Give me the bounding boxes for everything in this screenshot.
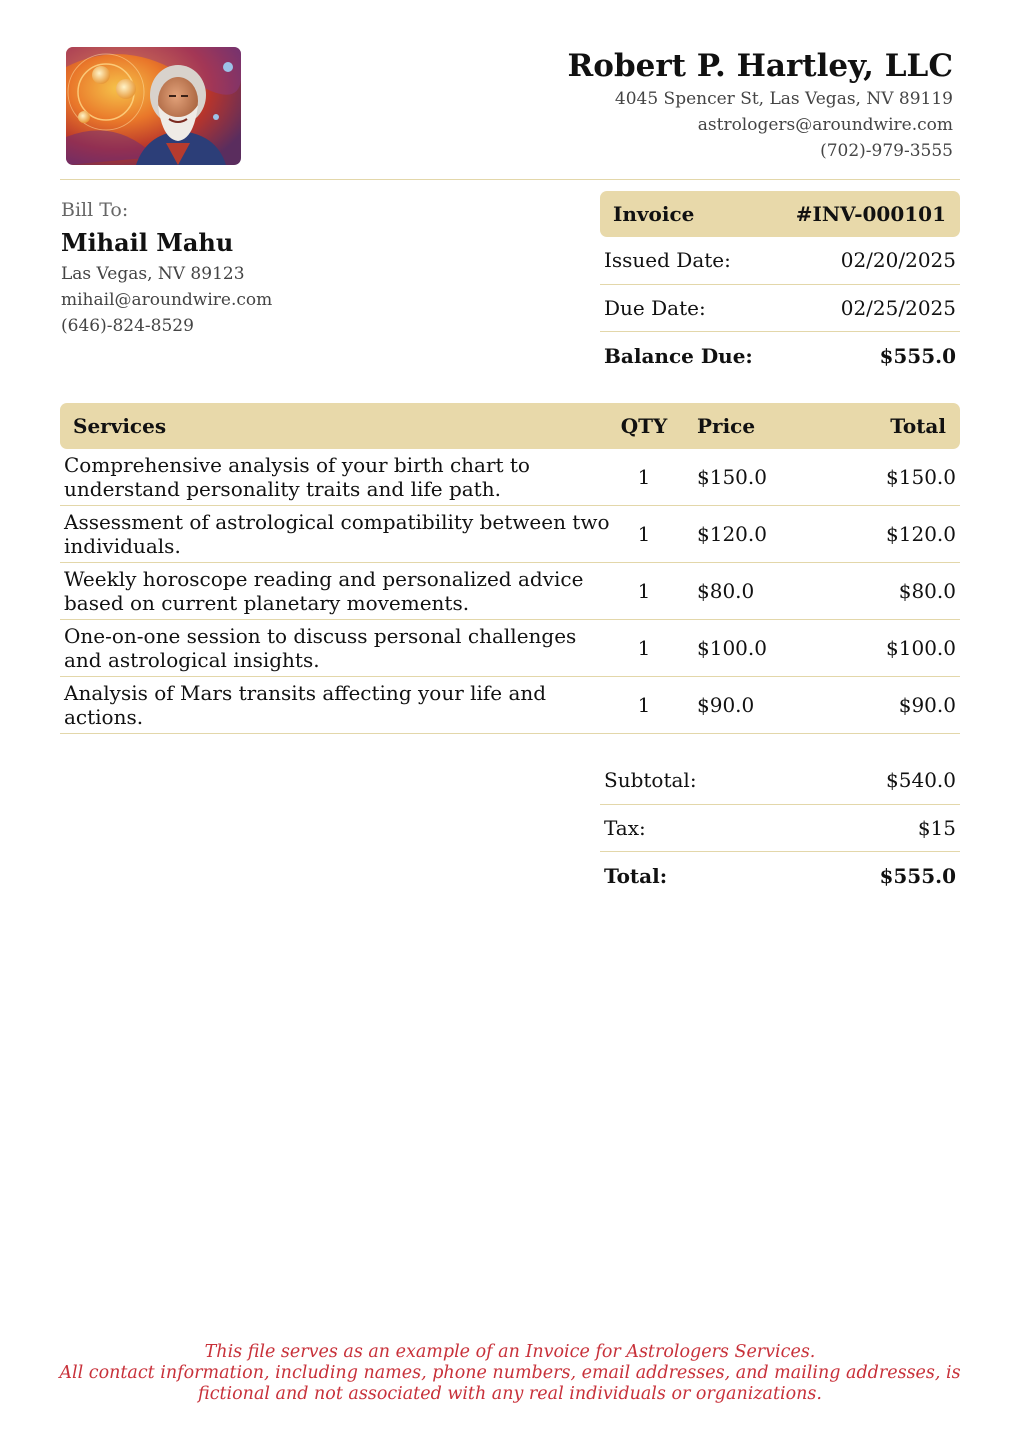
table-row (60, 677, 960, 734)
service-description: Weekly horoscope reading and personalized advice based on current planetary movements. (64, 567, 584, 615)
bill-to-label: Bill To: (61, 199, 129, 221)
table-row (60, 563, 960, 620)
service-price: $90.0 (697, 693, 755, 717)
bill-to-section (61, 196, 272, 339)
astrologer-portrait-logo (66, 47, 241, 165)
service-price: $120.0 (697, 522, 767, 546)
due-date-row (600, 285, 960, 333)
client-phone: (646)-824-8529 (61, 316, 194, 336)
service-total: $100.0 (886, 636, 956, 660)
balance-due-value: $555.0 (879, 343, 956, 368)
invoice-header (600, 191, 960, 237)
services-table (60, 403, 960, 734)
tax-value: $15 (917, 815, 956, 840)
total-row (600, 852, 960, 900)
service-qty: 1 (637, 636, 651, 660)
tax-label: Tax: (604, 815, 646, 840)
table-row (60, 620, 960, 677)
subtotal-label: Subtotal: (604, 768, 697, 793)
table-row (60, 506, 960, 563)
company-email: astrologers@aroundwire.com (697, 115, 953, 135)
client-address: Las Vegas, NV 89123 (61, 264, 245, 284)
services-table-header (60, 403, 960, 449)
service-qty: 1 (637, 693, 651, 717)
service-price: $100.0 (697, 636, 767, 660)
service-description: Assessment of astrological compatibility between two individuals. (64, 510, 610, 558)
header-divider (60, 179, 960, 180)
subtotal-row (600, 757, 960, 805)
service-description: Analysis of Mars transits affecting your life and actions. (64, 681, 547, 729)
company-name: Robert P. Hartley, LLC (567, 48, 953, 84)
service-price: $150.0 (697, 465, 767, 489)
price-column-header: Price (697, 414, 756, 438)
issued-date-row (600, 237, 960, 285)
service-qty: 1 (637, 465, 651, 489)
issued-date-label: Issued Date: (604, 248, 731, 273)
due-date-label: Due Date: (604, 295, 706, 320)
issued-date-value: 02/20/2025 (840, 248, 956, 273)
disclaimer-footer (30, 1342, 990, 1405)
disclaimer-line-1: This file serves as an example of an Invoice for Astrologers Services. (204, 1342, 816, 1362)
subtotal-value: $540.0 (886, 768, 956, 793)
company-phone: (702)-979-3555 (820, 141, 953, 161)
service-total: $80.0 (898, 579, 956, 603)
invoice-summary (600, 191, 960, 380)
balance-due-label: Balance Due: (604, 343, 753, 368)
balance-due-row (600, 332, 960, 380)
service-total: $150.0 (886, 465, 956, 489)
company-info (568, 46, 953, 164)
service-qty: 1 (637, 522, 651, 546)
service-qty: 1 (637, 579, 651, 603)
service-total: $120.0 (886, 522, 956, 546)
totals-section (600, 757, 960, 900)
service-price: $80.0 (697, 579, 755, 603)
services-column-header: Services (73, 414, 167, 438)
disclaimer-line-2: All contact information, including names, phone numbers, email addresses, and mailing addresses, is fictional and not associated with any real individuals or organizations. (59, 1363, 961, 1404)
total-column-header: Total (890, 414, 946, 438)
tax-row (600, 805, 960, 853)
total-value: $555.0 (879, 863, 956, 888)
invoice-label: Invoice (613, 202, 695, 226)
service-description: One-on-one session to discuss personal challenges and astrological insights. (64, 624, 577, 672)
due-date-value: 02/25/2025 (840, 295, 956, 320)
table-row (60, 449, 960, 506)
client-email: mihail@aroundwire.com (61, 290, 273, 310)
total-label: Total: (604, 863, 668, 888)
service-description: Comprehensive analysis of your birth chart to understand personality traits and life path. (64, 453, 530, 501)
qty-column-header: QTY (620, 414, 668, 438)
company-address: 4045 Spencer St, Las Vegas, NV 89119 (614, 89, 953, 109)
service-total: $90.0 (898, 693, 956, 717)
client-name: Mihail Mahu (61, 228, 234, 257)
invoice-number: #INV-000101 (795, 202, 946, 226)
